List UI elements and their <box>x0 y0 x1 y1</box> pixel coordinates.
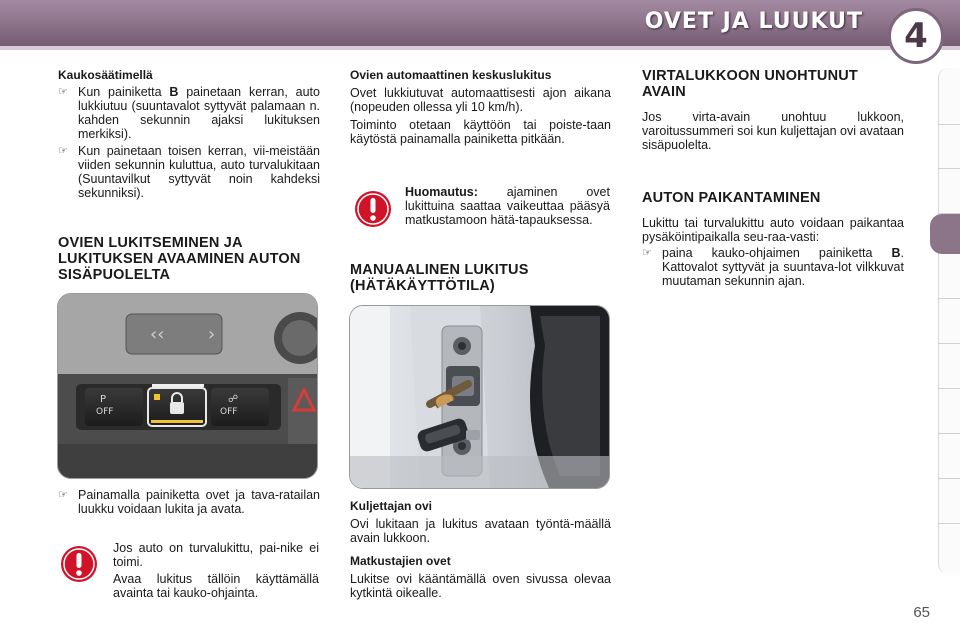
column-left <box>58 68 320 200</box>
locate-car-heading: AUTON PAIKANTAMINEN <box>642 190 821 206</box>
bullet-text: paina kauko-ohjaimen painiketta B. Kattovalot syttyvät ja suuntava-lot vilkkuvat muutaman sekunnin ajan. <box>662 246 904 288</box>
pointing-hand-icon: ☞ <box>58 489 68 501</box>
svg-text:☍: ☍ <box>228 394 239 405</box>
driver-door-heading: Kuljettajan ovi <box>350 499 433 513</box>
bullet-item <box>58 144 320 200</box>
photo-label-off-right: OFF <box>220 407 238 417</box>
bullet-item <box>642 246 904 288</box>
svg-text:›: › <box>208 324 216 345</box>
active-chapter-tab[interactable] <box>930 214 960 254</box>
chapter-title: OVET JA LUUKUT <box>644 9 863 34</box>
pointing-hand-icon: ☞ <box>58 86 68 98</box>
note-box <box>405 185 610 227</box>
photo-label-off-left: OFF <box>96 407 114 417</box>
auto-lock-text-1: Ovet lukkiutuvat automaattisesti ajon aikana (nopeuden ollessa yli 10 km/h). <box>350 86 611 114</box>
forgotten-key-heading: VIRTALUKKOON UNOHTUNUT AVAIN <box>642 68 858 100</box>
passenger-doors-text: Lukitse ovi kääntämällä oven sivussa olevaa kytkintä oikealle. <box>350 572 611 600</box>
tab-divider <box>938 298 960 299</box>
bullet-item <box>58 85 320 141</box>
tab-divider <box>938 523 960 524</box>
remote-heading: Kaukosäätimellä <box>58 68 153 82</box>
chapter-number-badge <box>888 8 944 64</box>
tab-divider <box>938 433 960 434</box>
tab-divider <box>938 478 960 479</box>
bullet-item <box>58 488 320 516</box>
bullet-text: Painamalla painiketta ovet ja tava-ratailan luukku voidaan lukita ja avata. <box>78 488 320 516</box>
warning-text-2: Avaa lukitus tällöin käyttämällä avainta tai kauko-ohjainta. <box>113 572 319 600</box>
chapter-thumb-tabs <box>934 68 960 574</box>
page-header <box>0 0 960 56</box>
column-left-lower <box>58 488 320 516</box>
dashboard-illustration <box>58 294 318 479</box>
column-middle-lower <box>350 499 611 600</box>
header-underline <box>0 46 960 50</box>
column-right <box>642 68 904 152</box>
section-heading-block <box>58 235 308 283</box>
manual-lock-heading: MANUAALINEN LUKITUS (HÄTÄKÄYTTÖTILA) <box>350 262 529 294</box>
svg-text:‹‹: ‹‹ <box>150 324 165 345</box>
exclamation-warning-icon <box>60 545 98 583</box>
chapter-number: 4 <box>904 16 928 56</box>
exclamation-warning-icon <box>354 190 392 228</box>
svg-text:P: P <box>100 394 107 405</box>
driver-door-text: Ovi lukitaan ja lukitus avataan työntä-määllä avain lukkoon. <box>350 517 611 545</box>
door-illustration <box>350 306 610 489</box>
auto-lock-text-2: Toiminto otetaan käyttöön tai poiste-taan käytöstä painamalla painiketta pitkään. <box>350 118 611 146</box>
locate-car-block <box>642 190 904 288</box>
tab-divider <box>938 343 960 344</box>
note-text: Huomautus: ajaminen ovet lukittuina saattaa vaikeuttaa pääsyä matkustamoon hätä-tapauksessa. <box>405 185 610 227</box>
manual-heading-block <box>350 262 610 294</box>
pointing-hand-icon: ☞ <box>642 247 652 259</box>
tab-divider <box>938 168 960 169</box>
passenger-doors-heading: Matkustajien ovet <box>350 554 451 568</box>
door-lock-key-photo <box>349 305 610 489</box>
tab-track <box>938 68 960 574</box>
tab-divider <box>938 388 960 389</box>
central-lock-button-photo <box>57 293 318 479</box>
tab-divider <box>938 124 960 125</box>
section-heading: OVIEN LUKITSEMINEN JA LUKITUKSEN AVAAMINEN AUTON SISÄPUOLELTA <box>58 235 301 283</box>
forgotten-key-text: Jos virta-avain unohtuu lukkoon, varoitussummeri soi kun kuljettajan ovi avataan sisäpuolelta. <box>642 110 904 152</box>
locate-car-text: Lukittu tai turvalukittu auto voidaan paikantaa pysäköintipaikalla seu-raa-vasti: <box>642 216 904 244</box>
bullet-text: Kun painetaan toisen kerran, vii-meistään viiden sekunnin kuluttua, auto turvalukitaan (Suuntavilkut syttyvät noin kahdeksi sekunniksi). <box>78 144 320 200</box>
warning-text-1: Jos auto on turvalukittu, pai-nike ei toimi. <box>113 541 319 569</box>
auto-lock-heading: Ovien automaattinen keskuslukitus <box>350 68 552 82</box>
bullet-text: Kun painiketta B painetaan kerran, auto lukkiutuu (suuntavalot syttyvät palamaan n. kahden sekunnin ajaksi lukituksen merkiksi). <box>78 85 320 141</box>
column-middle <box>350 68 611 146</box>
note-label: Huomautus: <box>405 185 478 199</box>
warning-box-secure-lock <box>113 541 319 600</box>
page-number: 65 <box>913 604 930 621</box>
pointing-hand-icon: ☞ <box>58 145 68 157</box>
